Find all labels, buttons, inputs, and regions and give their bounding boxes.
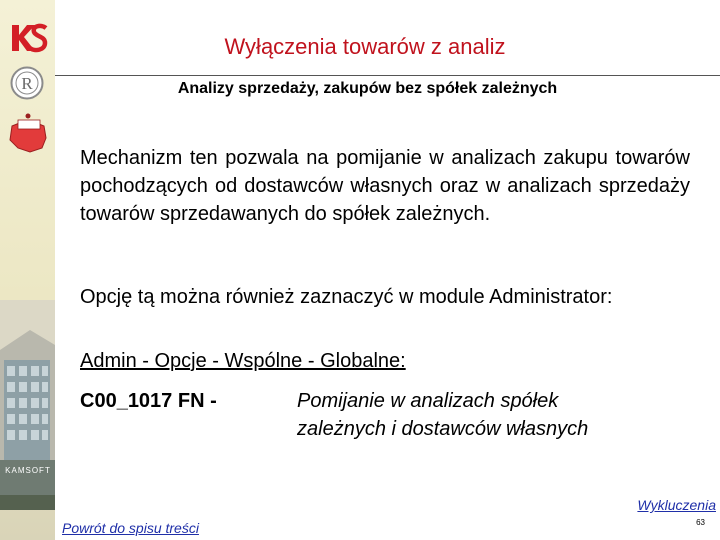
brand-label: KAMSOFT [5,466,51,475]
option-code: C00_1017 FN - [80,390,217,412]
back-to-contents-link[interactable]: Powrót do spisu treści [62,520,199,536]
registered-seal-icon [10,66,44,100]
exclusions-link[interactable]: Wykluczenia [637,497,716,513]
page-title: Wyłączenia towarów z analiz [224,34,506,59]
admin-note-paragraph: Opcję tą można również zaznaczyć w module Administrator: [80,286,613,308]
title-divider [55,75,720,76]
poland-map-icon [6,112,50,156]
svg-text:R: R [21,74,33,93]
option-description: Pomijanie w analizach spółek zależnych i dostawców własnych [297,390,589,440]
description-paragraph: Mechanizm ten pozwala na pomijanie w analizach zakupu towarów pochodzących od dostawców własnych oraz w analizach sprzedaży towarów sprzedawanych do spółek zależnych. [80,147,690,225]
sidebar-decoration [0,0,55,540]
ks-logo-icon [8,22,48,54]
page-number: 63 [696,518,705,527]
menu-path: Admin - Opcje - Wspólne - Globalne: [80,350,406,372]
page-subtitle: Analizy sprzedaży, zakupów bez spółek zależnych [177,80,558,97]
office-building-icon [0,300,55,510]
